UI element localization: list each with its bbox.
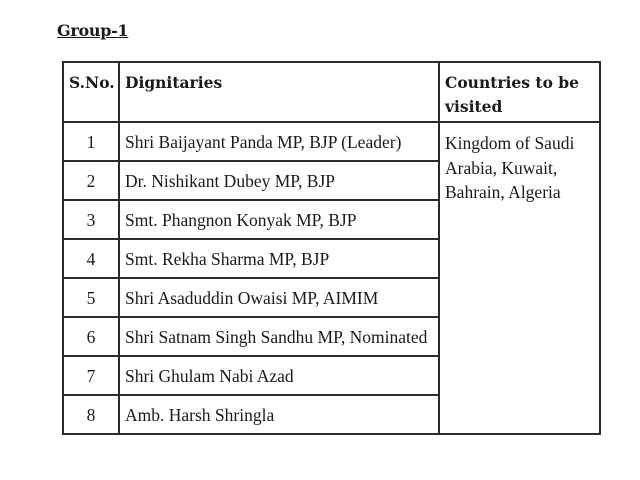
dignitary-cell: Shri Baijayant Panda MP, BJP (Leader)	[119, 122, 439, 161]
countries-cell: Kingdom of Saudi Arabia, Kuwait, Bahrain, Algeria	[439, 122, 600, 434]
table-row	[63, 122, 600, 161]
sno-cell: 8	[63, 395, 119, 434]
delegation-table	[62, 61, 601, 435]
dignitary-cell: Smt. Phangnon Konyak MP, BJP	[119, 200, 439, 239]
sno-cell: 5	[63, 278, 119, 317]
table-header-row	[63, 62, 600, 122]
dignitary-cell: Amb. Harsh Shringla	[119, 395, 439, 434]
dignitary-cell: Shri Asaduddin Owaisi MP, AIMIM	[119, 278, 439, 317]
dignitary-cell: Shri Satnam Singh Sandhu MP, Nominated	[119, 317, 439, 356]
header-sno: S.No.	[63, 62, 119, 122]
sno-cell: 7	[63, 356, 119, 395]
dignitary-cell: Shri Ghulam Nabi Azad	[119, 356, 439, 395]
dignitary-cell: Dr. Nishikant Dubey MP, BJP	[119, 161, 439, 200]
sno-cell: 3	[63, 200, 119, 239]
header-countries: Countries to be visited	[439, 62, 600, 122]
sno-cell: 2	[63, 161, 119, 200]
sno-cell: 1	[63, 122, 119, 161]
sno-cell: 6	[63, 317, 119, 356]
group-title: Group-1	[57, 21, 129, 40]
header-dignitaries: Dignitaries	[119, 62, 439, 122]
dignitary-cell: Smt. Rekha Sharma MP, BJP	[119, 239, 439, 278]
sno-cell: 4	[63, 239, 119, 278]
